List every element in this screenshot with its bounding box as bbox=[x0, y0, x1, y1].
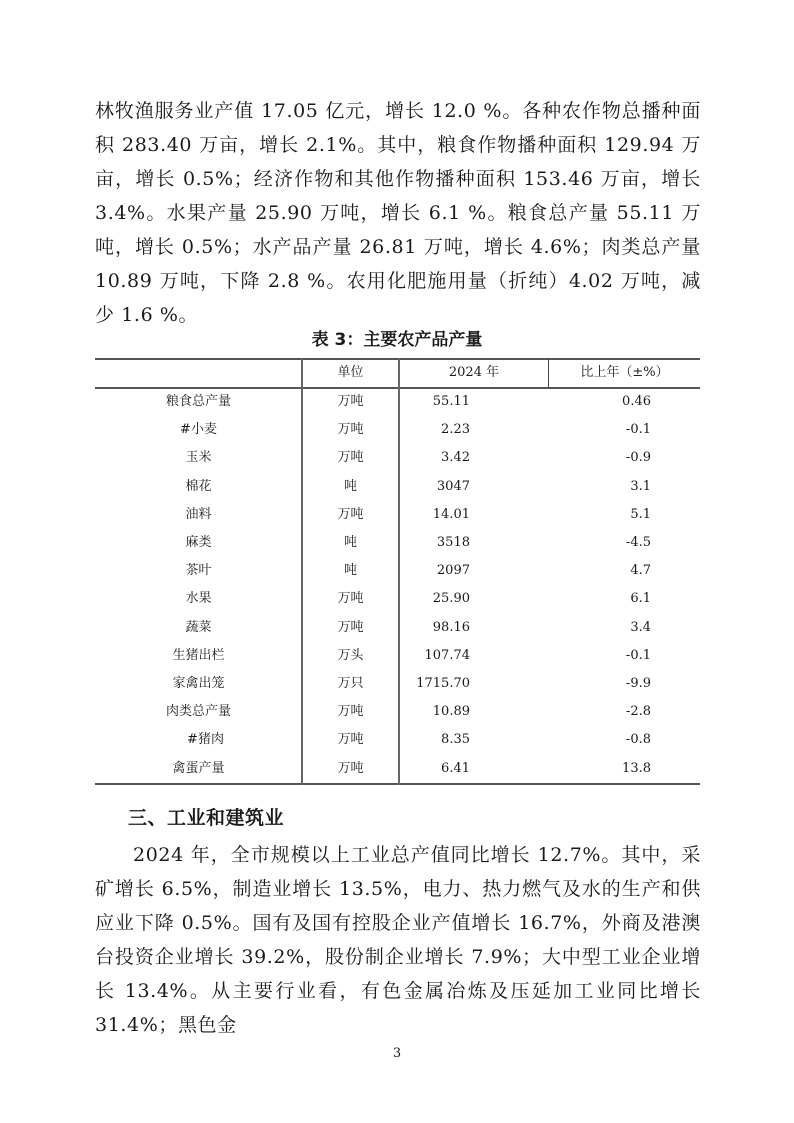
cell-unit: 万吨 bbox=[337, 619, 364, 635]
cell-change bbox=[549, 529, 700, 557]
table-row bbox=[95, 444, 700, 472]
header-year-label: 2024 年 bbox=[448, 365, 500, 380]
cell-change bbox=[549, 473, 700, 501]
cell-unit: 吨 bbox=[343, 563, 357, 579]
header-change-label: 比上年（±%） bbox=[580, 365, 669, 380]
cell-item: 棉花 bbox=[185, 478, 212, 494]
table-row bbox=[95, 614, 700, 642]
table-title: 表 3：主要农产品产量 bbox=[311, 330, 483, 350]
table-row bbox=[95, 698, 700, 726]
table-row bbox=[95, 670, 700, 698]
cell-unit: 万吨 bbox=[337, 450, 364, 466]
cell-change bbox=[549, 388, 700, 416]
cell-unit: 万吨 bbox=[337, 422, 364, 438]
cell-change bbox=[549, 501, 700, 529]
cell-item: 生猪出栏 bbox=[172, 647, 225, 663]
table-row bbox=[95, 501, 700, 529]
cell-change-text: 13.8 bbox=[622, 760, 651, 776]
cell-value bbox=[399, 557, 549, 585]
cell-change-text: 4.7 bbox=[630, 563, 651, 579]
cell-change-text: -0.9 bbox=[625, 450, 651, 466]
table-header-row bbox=[95, 359, 700, 387]
cell-change-text: 6.1 bbox=[630, 591, 651, 607]
cell-value-text: 3047 bbox=[436, 478, 470, 494]
cell-change-text: -4.5 bbox=[625, 535, 651, 550]
cell-value-text: 2.23 bbox=[441, 422, 470, 438]
cell-item: 麻类 bbox=[185, 535, 212, 550]
cell-value bbox=[399, 416, 549, 444]
cell-change-text: 3.4 bbox=[630, 619, 651, 635]
cell-change bbox=[549, 755, 700, 783]
table-row bbox=[95, 642, 700, 670]
cell-item: 粮食总产量 bbox=[165, 394, 231, 409]
cell-unit: 万吨 bbox=[337, 732, 364, 748]
cell-item: 玉米 bbox=[185, 450, 212, 466]
table-row bbox=[95, 755, 700, 783]
paragraph-agriculture: 林牧渔服务业产值 17.05 亿元，增长 12.0 %。各种农作物总播种面积 283.40 万亩，增长 2.1%。其中，粮食作物播种面积 129.94 万亩，增长 0.5%；经济作物和其他作物播种面积 153.46 万亩，增长 3.4%。水果产量 25.90 万吨，增长 6.1 %。粮食总产量 55.11 万吨，增长 0.5%；水产品产量 26.81 万吨，增长 4.6%；肉类总产量 10.89 万吨，下降 2.8 %。农用化肥施用量（折纯）4.02 万吨，减少 1.6 %。 bbox=[95, 100, 701, 326]
table-row bbox=[95, 416, 700, 444]
cell-unit: 万吨 bbox=[337, 394, 364, 409]
cell-value bbox=[399, 444, 549, 472]
cell-value-text: 98.16 bbox=[432, 619, 470, 635]
cell-value-text: 1715.70 bbox=[416, 676, 470, 691]
cell-change-text: -2.8 bbox=[625, 704, 651, 720]
cell-unit: 吨 bbox=[343, 478, 357, 494]
cell-value-text: 6.41 bbox=[441, 760, 470, 776]
cell-value-text: 8.35 bbox=[441, 732, 470, 748]
cell-value-text: 3.42 bbox=[441, 450, 470, 466]
header-unit: 单位 bbox=[337, 365, 364, 380]
table-row bbox=[95, 585, 700, 613]
header-change bbox=[549, 359, 700, 387]
cell-value-text: 10.89 bbox=[432, 704, 470, 720]
header-item bbox=[95, 359, 302, 387]
cell-change bbox=[549, 444, 700, 472]
cell-change-text: -0.1 bbox=[625, 422, 651, 438]
cell-unit: 万吨 bbox=[337, 760, 364, 776]
cell-value bbox=[399, 670, 549, 698]
cell-unit: 万吨 bbox=[337, 506, 364, 522]
cell-unit: 万头 bbox=[337, 647, 364, 663]
cell-unit: 万吨 bbox=[337, 704, 364, 720]
cell-item: 肉类总产量 bbox=[165, 704, 231, 720]
cell-change bbox=[549, 557, 700, 585]
cell-value-text: 14.01 bbox=[432, 506, 470, 522]
cell-unit: 万只 bbox=[337, 676, 364, 691]
cell-item: #小麦 bbox=[180, 422, 217, 438]
cell-value-text: 107.74 bbox=[424, 647, 470, 663]
cell-value bbox=[399, 755, 549, 783]
cell-unit: 万吨 bbox=[337, 591, 364, 607]
cell-change-text: -0.8 bbox=[625, 732, 651, 748]
cell-value bbox=[399, 614, 549, 642]
cell-item: #猪肉 bbox=[187, 732, 224, 748]
cell-value-text: 3518 bbox=[436, 535, 470, 550]
table-row bbox=[95, 557, 700, 585]
cell-change bbox=[549, 416, 700, 444]
header-year bbox=[399, 359, 549, 387]
cell-value bbox=[399, 726, 549, 754]
cell-item: 油料 bbox=[185, 506, 212, 522]
cell-value bbox=[399, 473, 549, 501]
cell-change bbox=[549, 698, 700, 726]
cell-value bbox=[399, 501, 549, 529]
cell-item: 水果 bbox=[185, 591, 212, 607]
cell-unit: 吨 bbox=[343, 535, 357, 550]
cell-change-text: -9.9 bbox=[625, 676, 651, 691]
table-row bbox=[95, 473, 700, 501]
table-row bbox=[95, 726, 700, 754]
cell-change bbox=[549, 585, 700, 613]
cell-item: 茶叶 bbox=[185, 563, 212, 579]
cell-change-text: -0.1 bbox=[625, 647, 651, 663]
cell-item: 禽蛋产量 bbox=[172, 760, 225, 776]
cell-value bbox=[399, 585, 549, 613]
cell-change-text: 5.1 bbox=[630, 506, 651, 522]
cell-value bbox=[399, 529, 549, 557]
cell-value bbox=[399, 642, 549, 670]
table-row bbox=[95, 388, 700, 416]
cell-change-text: 3.1 bbox=[630, 478, 651, 494]
page-number: 3 bbox=[392, 1046, 402, 1061]
cell-change bbox=[549, 726, 700, 754]
cell-value-text: 2097 bbox=[436, 563, 470, 579]
cell-value bbox=[399, 698, 549, 726]
cell-value-text: 25.90 bbox=[432, 591, 470, 607]
cell-value-text: 55.11 bbox=[432, 394, 470, 409]
cell-change-text: 0.46 bbox=[622, 394, 651, 409]
cell-value bbox=[399, 388, 549, 416]
paragraph-industry: 2024 年，全市规模以上工业总产值同比增长 12.7%。其中，采矿增长 6.5%，制造业增长 13.5%，电力、热力燃气及水的生产和供应业下降 0.5%。国有及国有控股企业产值增长 16.7%，外商及港澳台投资企业增长 39.2%，股份制企业增长 7.9%；大中型工业企业增长 13.4%。从主要行业看，有色金属冶炼及压延加工业同比增长 31.4%；黑色金 bbox=[95, 844, 701, 1036]
table-row bbox=[95, 529, 700, 557]
cell-item: 蔬菜 bbox=[185, 619, 212, 635]
cell-item: 家禽出笼 bbox=[172, 676, 225, 691]
cell-change bbox=[549, 614, 700, 642]
section-heading: 三、工业和建筑业 bbox=[128, 807, 285, 829]
cell-change bbox=[549, 670, 700, 698]
cell-change bbox=[549, 642, 700, 670]
